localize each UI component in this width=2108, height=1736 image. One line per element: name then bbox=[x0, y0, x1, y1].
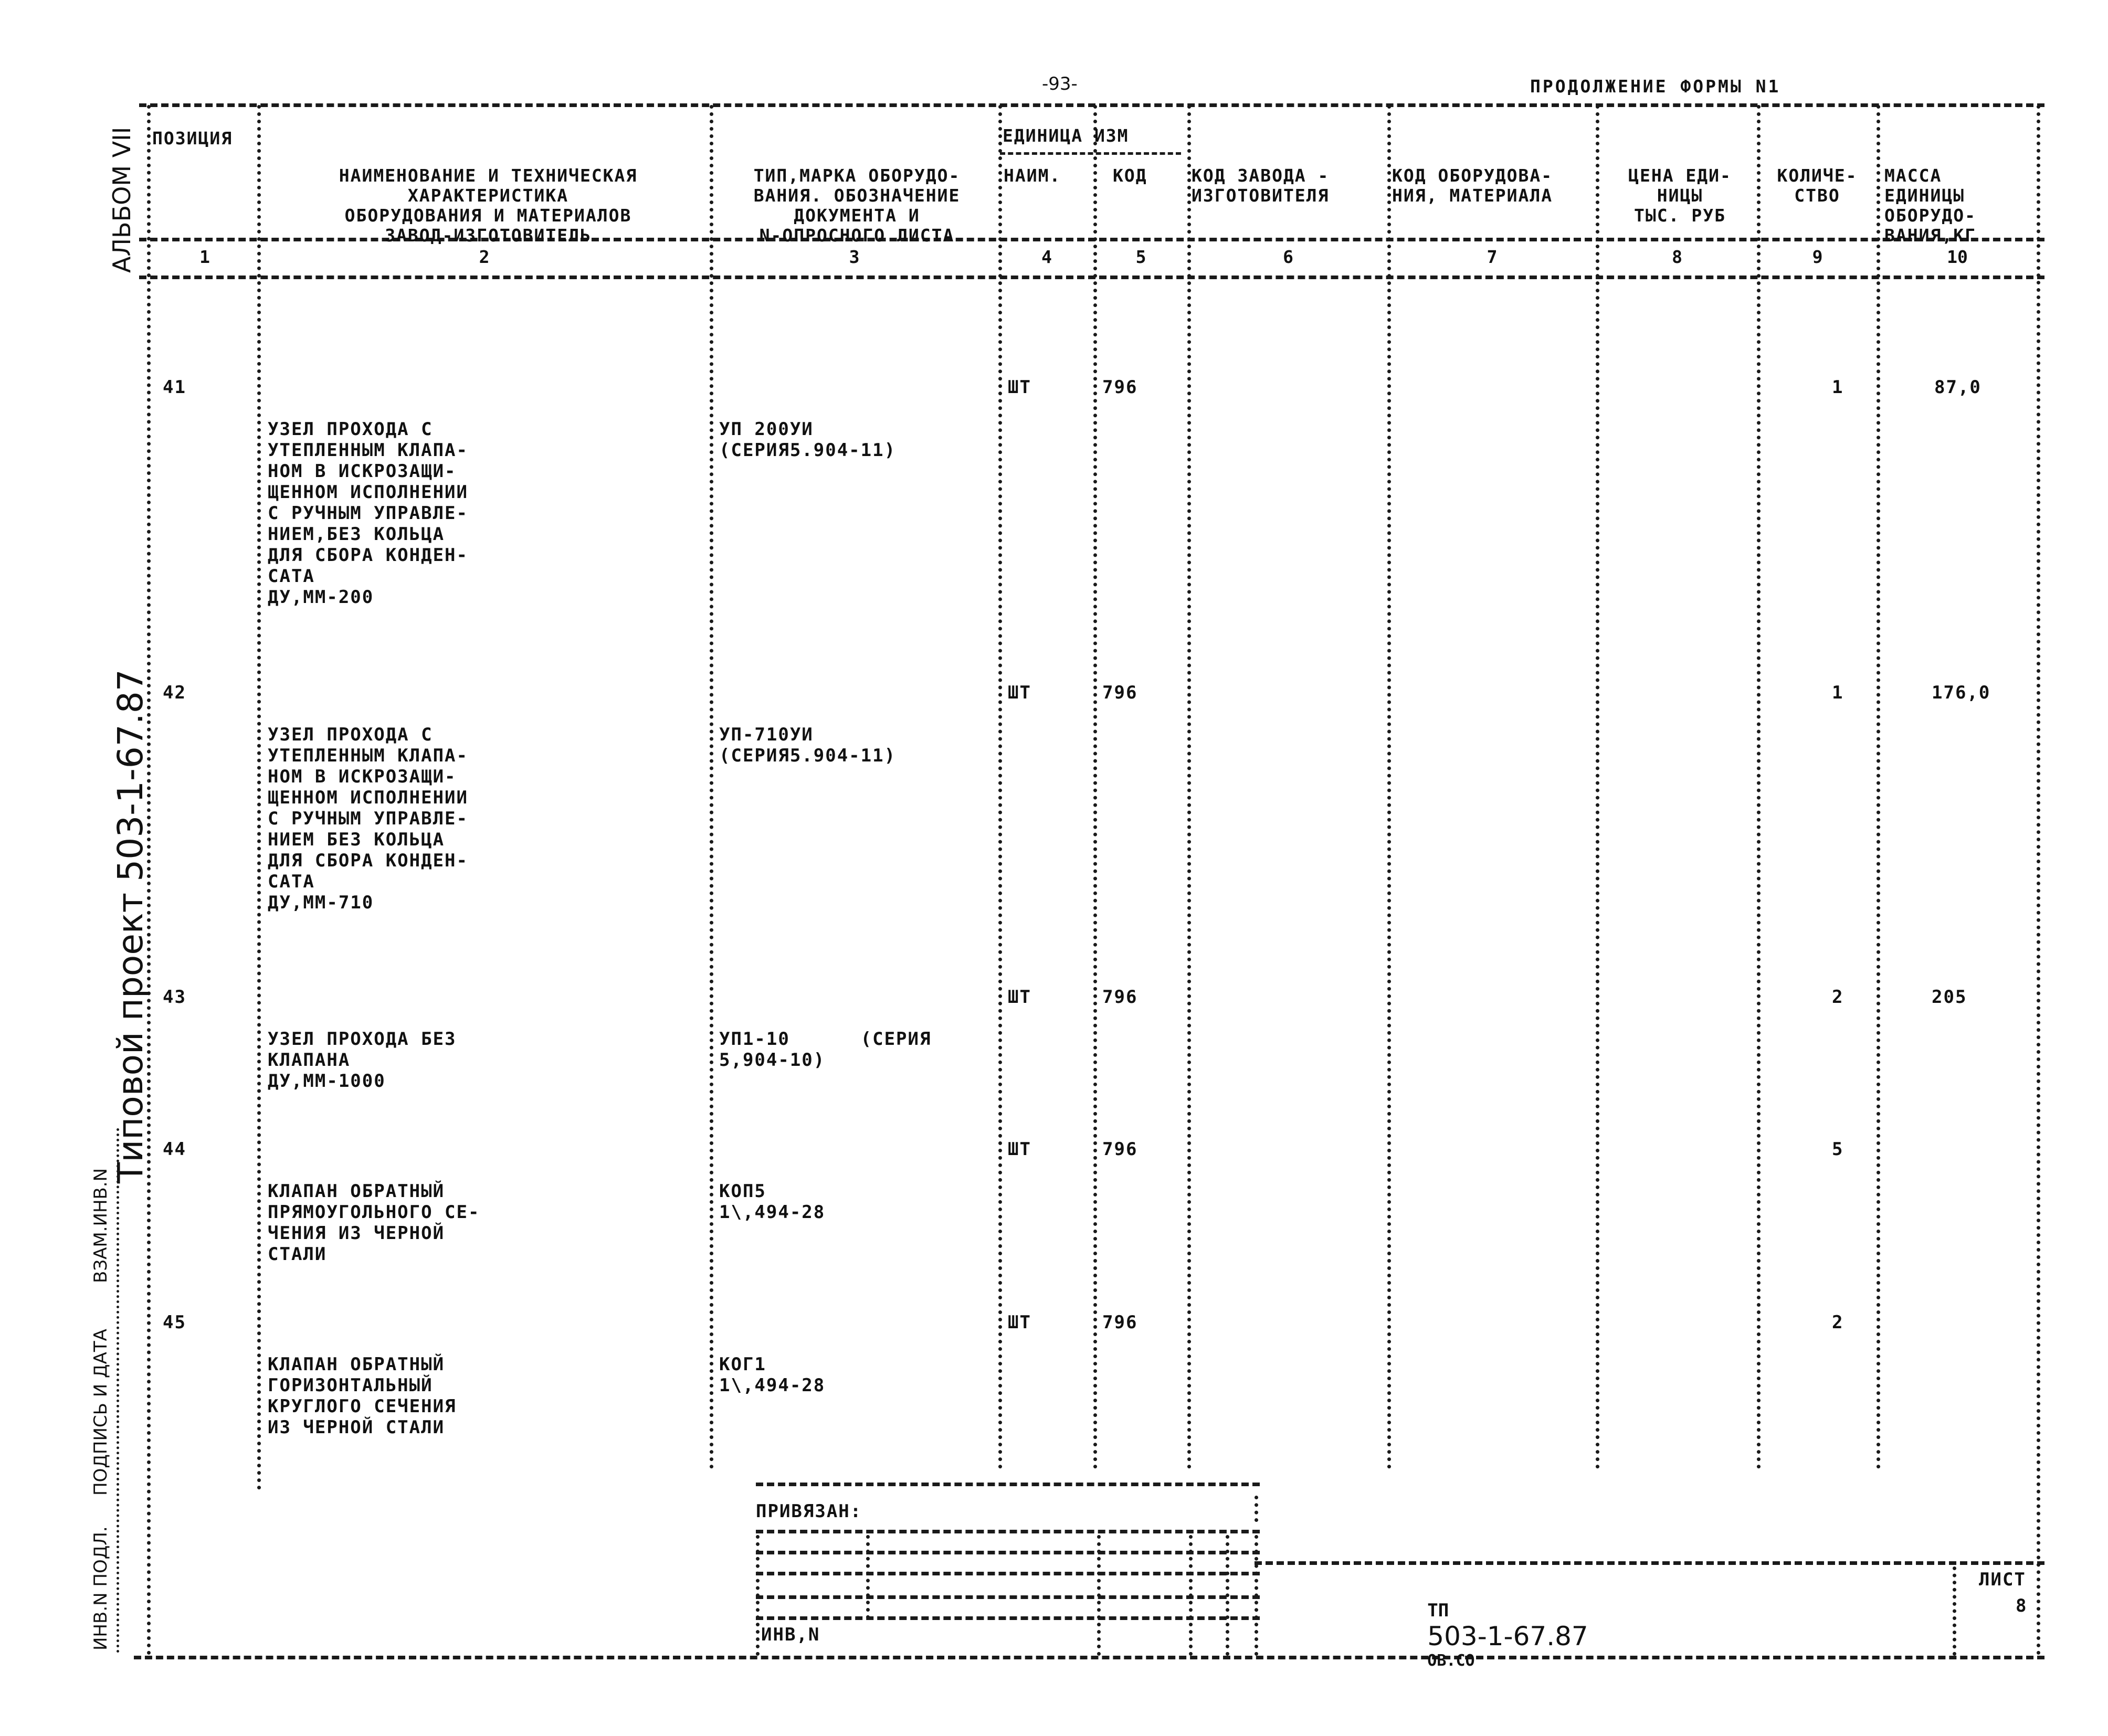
col-rule-right bbox=[2037, 105, 2040, 1656]
stamp-rule-6 bbox=[756, 1616, 1260, 1620]
stamp-col-5 bbox=[1226, 1535, 1229, 1656]
stamp-rule-4 bbox=[756, 1572, 1260, 1575]
col-rule-5 bbox=[1187, 105, 1191, 1469]
row-unit-code: 796 bbox=[1102, 1139, 1138, 1160]
row-quantity: 2 bbox=[1832, 987, 1844, 1008]
album-label: АЛЬБОМ VII bbox=[108, 126, 136, 273]
column-number-3: 3 bbox=[849, 247, 860, 267]
row-type: КОП5 1\,494-28 bbox=[719, 1181, 826, 1223]
row-unit-code: 796 bbox=[1102, 377, 1138, 398]
row-type: КОГ1 1\,494-28 bbox=[719, 1354, 826, 1396]
row-type: УП 200УИ (СЕРИЯ5.904-11) bbox=[719, 419, 897, 461]
row-position: 41 bbox=[163, 377, 186, 398]
row-quantity: 1 bbox=[1832, 682, 1844, 703]
header-unit-code: КОД bbox=[1113, 165, 1147, 186]
row-type: УП-710УИ (СЕРИЯ5.904-11) bbox=[719, 724, 897, 766]
header-factory-code: КОД ЗАВОДА - ИЗГОТОВИТЕЛЯ bbox=[1192, 165, 1330, 206]
doc-number: 503-1-67.87 bbox=[1427, 1621, 1588, 1652]
row-position: 45 bbox=[163, 1312, 186, 1333]
row-unit: ШТ bbox=[1008, 682, 1031, 703]
stamp-col-6 bbox=[1255, 1535, 1258, 1656]
col-rule-4 bbox=[1093, 105, 1097, 1469]
stamp-rule-5 bbox=[756, 1595, 1260, 1599]
row-name: КЛАПАН ОБРАТНЫЙ ПРЯМОУГОЛЬНОГО СЕ- ЧЕНИЯ ИЗ ЧЕРНОЙ СТАЛИ bbox=[268, 1181, 480, 1265]
column-number-5: 5 bbox=[1135, 247, 1146, 267]
row-name: УЗЕЛ ПРОХОДА БЕЗ КЛАПАНА ДУ,ММ-1000 bbox=[268, 1029, 457, 1092]
row-unit: ШТ bbox=[1008, 1139, 1031, 1160]
stamp-rule-2 bbox=[756, 1530, 1260, 1533]
row-mass: 176,0 bbox=[1932, 682, 1991, 703]
margin-stamp-rule bbox=[117, 1128, 119, 1653]
header-type: ТИП,МАРКА ОБОРУДО- ВАНИЯ. ОБОЗНАЧЕНИЕ ДОКУМЕНТА И N-ОПРОСНОГО ЛИСТА bbox=[753, 165, 961, 246]
header-quantity: КОЛИЧЕ- СТВО bbox=[1777, 165, 1858, 206]
col-rule-2 bbox=[710, 105, 713, 1469]
row-mass: 87,0 bbox=[1934, 377, 1981, 398]
row-unit-code: 796 bbox=[1102, 987, 1138, 1008]
row-quantity: 5 bbox=[1832, 1139, 1844, 1160]
col-rule-3 bbox=[998, 105, 1002, 1469]
form-continuation-caption: ПРОДОЛЖЕНИЕ ФОРМЫ N1 bbox=[1530, 76, 1781, 97]
row-unit: ШТ bbox=[1008, 1312, 1031, 1333]
col-rule-8 bbox=[1757, 105, 1761, 1469]
column-number-6: 6 bbox=[1283, 247, 1293, 267]
row-name: КЛАПАН ОБРАТНЫЙ ГОРИЗОНТАЛЬНЫЙ КРУГЛОГО СЕЧЕНИЯ ИЗ ЧЕРНОЙ СТАЛИ bbox=[268, 1354, 457, 1438]
table-bottom-rule bbox=[134, 1656, 2044, 1659]
header-unit-name: НАИМ. bbox=[1004, 165, 1061, 186]
stamp-inventory-original: ИНВ.N ПОДЛ. bbox=[90, 1526, 111, 1650]
row-name: УЗЕЛ ПРОХОДА С УТЕПЛЕННЫМ КЛАПА- НОМ В ИСКРОЗАЩИ- ЩЕННОМ ИСПОЛНЕНИИ С РУЧНЫМ УПРАВЛЕ- НИЕМ БЕЗ КОЛЬЦА ДЛЯ СБОРА КОНДЕН- САТА ДУ,ММ-710 bbox=[268, 724, 468, 913]
row-unit-code: 796 bbox=[1102, 1312, 1138, 1333]
stamp-signature-date: ПОДПИСЬ И ДАТА bbox=[90, 1329, 111, 1496]
document-designation bbox=[1417, 1590, 1588, 1670]
unit-divider-rule bbox=[1000, 152, 1181, 155]
header-name: НАИМЕНОВАНИЕ И ТЕХНИЧЕСКАЯ ХАРАКТЕРИСТИКА ОБОРУДОВАНИЯ И МАТЕРИАЛОВ ЗАВОД-ИЗГОТОВИТЕЛЬ bbox=[339, 165, 638, 246]
row-type: УП1-10 (СЕРИЯ 5,904-10) bbox=[719, 1029, 932, 1071]
row-name: УЗЕЛ ПРОХОДА С УТЕПЛЕННЫМ КЛАПА- НОМ В ИСКРОЗАЩИ- ЩЕННОМ ИСПОЛНЕНИИ С РУЧНЫМ УПРАВЛЕ- НИЕМ,БЕЗ КОЛЬЦА ДЛЯ СБОРА КОНДЕН- САТА ДУ,ММ-200 bbox=[268, 419, 468, 608]
attached-label: ПРИВЯЗАН: bbox=[756, 1501, 862, 1522]
stamp-rule-3 bbox=[756, 1551, 1260, 1554]
stamp-col-1 bbox=[756, 1535, 760, 1656]
column-number-2: 2 bbox=[479, 247, 490, 267]
row-position: 44 bbox=[163, 1139, 186, 1160]
header-position: ПОЗИЦИЯ bbox=[152, 128, 233, 149]
stamp-col-3 bbox=[1097, 1535, 1101, 1656]
row-mass: 205 bbox=[1932, 987, 1967, 1008]
project-label: Типовой проект 503-1-67.87 bbox=[110, 669, 151, 1183]
stamp-col-2 bbox=[866, 1535, 870, 1619]
title-block-top-rule bbox=[1255, 1561, 2044, 1565]
stamp-top-rule bbox=[756, 1483, 1260, 1486]
page-number: -93- bbox=[1042, 73, 1078, 94]
sheet-box-rule bbox=[1953, 1566, 1956, 1656]
header-unit: ЕДИНИЦА ИЗМ bbox=[1003, 125, 1129, 146]
sheet-label: ЛИСТ bbox=[1979, 1569, 2026, 1590]
column-number-4: 4 bbox=[1041, 247, 1052, 267]
header-unit-price: ЦЕНА ЕДИ- НИЦЫ ТЫС. РУБ bbox=[1628, 165, 1732, 226]
col-rule-7 bbox=[1596, 105, 1599, 1469]
header-equipment-code: КОД ОБОРУДОВА- НИЯ, МАТЕРИАЛА bbox=[1392, 165, 1553, 206]
row-unit-code: 796 bbox=[1102, 682, 1138, 703]
row-quantity: 2 bbox=[1832, 1312, 1844, 1333]
header-mass: МАССА ЕДИНИЦЫ ОБОРУДО- ВАНИЯ,КГ bbox=[1884, 165, 1976, 246]
col-rule-9 bbox=[1877, 105, 1880, 1469]
sheet-number: 8 bbox=[2016, 1595, 2028, 1616]
column-number-1: 1 bbox=[199, 247, 210, 267]
stamp-attached-end bbox=[1255, 1496, 1258, 1522]
stamp-replacement-inventory: ВЗАМ.ИНВ.N bbox=[90, 1168, 111, 1283]
row-unit: ШТ bbox=[1008, 987, 1031, 1008]
stamp-col-4 bbox=[1189, 1535, 1193, 1656]
row-unit: ШТ bbox=[1008, 377, 1031, 398]
col-rule-1 bbox=[257, 105, 261, 1490]
column-number-10: 10 bbox=[1947, 247, 1968, 267]
column-number-9: 9 bbox=[1812, 247, 1823, 267]
row-position: 42 bbox=[163, 682, 186, 703]
col-rule-6 bbox=[1387, 105, 1391, 1469]
row-position: 43 bbox=[163, 987, 186, 1008]
doc-suffix: ОВ.СО bbox=[1427, 1652, 1475, 1670]
column-number-8: 8 bbox=[1672, 247, 1682, 267]
column-number-7: 7 bbox=[1487, 247, 1498, 267]
doc-prefix: ТП bbox=[1427, 1600, 1449, 1621]
row-quantity: 1 bbox=[1832, 377, 1844, 398]
inventory-number-label: ИНВ,N bbox=[761, 1624, 820, 1645]
